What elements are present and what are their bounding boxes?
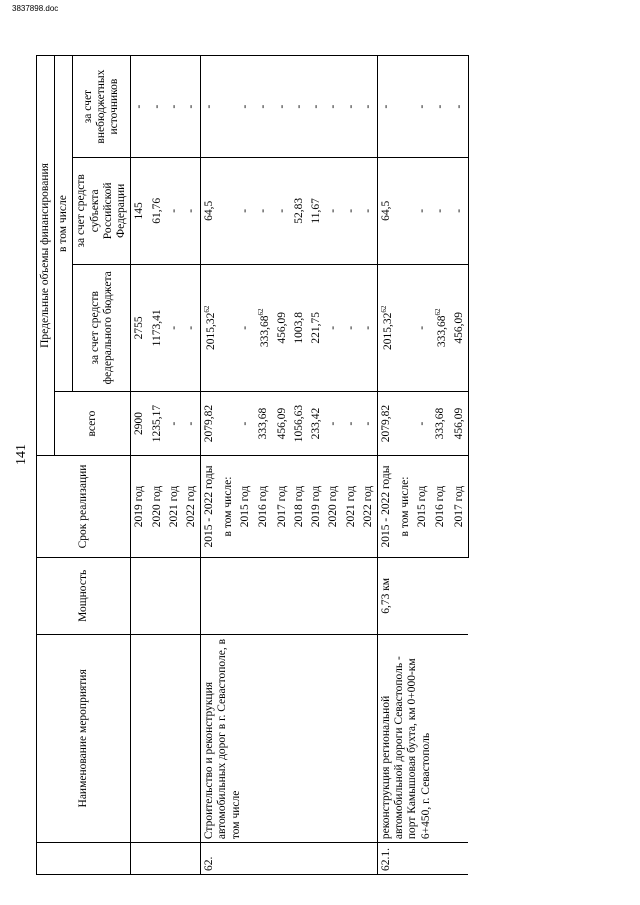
period-cell: 2020 год bbox=[325, 455, 342, 557]
period-cell: в том числе: bbox=[397, 455, 414, 557]
item-number: 62.1. bbox=[378, 843, 469, 875]
table-row bbox=[166, 56, 183, 875]
total-cell: - bbox=[237, 392, 254, 456]
period-cell: 2015 год bbox=[414, 455, 431, 557]
federal-value-cell: - bbox=[166, 264, 183, 392]
name-cell bbox=[131, 634, 149, 842]
federal-value-cell bbox=[360, 264, 378, 392]
federal-value-cell bbox=[343, 264, 360, 392]
extra-cell: - bbox=[360, 56, 378, 158]
item-number: 62. bbox=[201, 843, 378, 875]
header-cell-period: Срок реализации bbox=[37, 455, 131, 557]
total-cell: - bbox=[414, 392, 431, 456]
regional-cell: - bbox=[360, 158, 378, 264]
total-cell: - bbox=[325, 392, 342, 456]
regional-cell: - bbox=[237, 158, 254, 264]
extra-cell: - bbox=[149, 56, 166, 158]
federal-value: 2015,32 bbox=[205, 312, 218, 351]
capacity-cell bbox=[149, 558, 166, 635]
table-body bbox=[131, 56, 468, 875]
footnote-ref: 62 bbox=[433, 308, 442, 316]
item-capacity: 6,73 км bbox=[378, 558, 469, 635]
footnote-ref: 62 bbox=[256, 308, 265, 316]
period-cell: 2021 год bbox=[166, 455, 183, 557]
federal-value: - bbox=[239, 325, 252, 330]
federal-value-cell bbox=[308, 264, 325, 392]
table-row bbox=[201, 56, 221, 875]
page-number: 141 bbox=[14, 444, 29, 465]
federal-value: 1003,8 bbox=[292, 312, 305, 344]
regional-cell bbox=[220, 158, 237, 264]
extra-cell: - bbox=[325, 56, 342, 158]
num-cell bbox=[131, 843, 149, 875]
extra-cell: - bbox=[131, 56, 149, 158]
period-cell: 2017 год bbox=[451, 455, 469, 557]
regional-cell: 11,67 bbox=[308, 158, 325, 264]
federal-value: 2015,32 bbox=[381, 312, 394, 351]
extra-cell: - bbox=[255, 56, 274, 158]
extra-cell bbox=[220, 56, 237, 158]
name-cell bbox=[166, 634, 183, 842]
extra-cell: - bbox=[183, 56, 201, 158]
total-cell bbox=[220, 392, 237, 456]
federal-value: 333,68 bbox=[435, 315, 448, 348]
footnote-ref: 62 bbox=[203, 305, 212, 313]
extra-cell: - bbox=[414, 56, 431, 158]
total-cell: - bbox=[343, 392, 360, 456]
table-row bbox=[149, 56, 166, 875]
regional-cell: 64,5 bbox=[378, 158, 398, 264]
period-cell: 2022 год bbox=[183, 455, 201, 557]
header-cell-name: Наименование мероприятия bbox=[37, 634, 131, 842]
regional-cell: - bbox=[255, 158, 274, 264]
federal-value-cell bbox=[414, 264, 431, 392]
total-cell: 233,42 bbox=[308, 392, 325, 456]
federal-value-cell: 2755 bbox=[131, 264, 149, 392]
regional-cell: - bbox=[183, 158, 201, 264]
total-cell: 333,68 bbox=[255, 392, 274, 456]
total-cell: 456,09 bbox=[451, 392, 469, 456]
federal-value: 456,09 bbox=[275, 312, 288, 344]
item-capacity bbox=[201, 558, 378, 635]
total-cell: - bbox=[360, 392, 378, 456]
total-cell: 2079,82 bbox=[201, 392, 221, 456]
extra-cell: - bbox=[378, 56, 398, 158]
regional-cell: 64,5 bbox=[201, 158, 221, 264]
extra-cell: - bbox=[237, 56, 254, 158]
regional-cell: - bbox=[274, 158, 291, 264]
period-cell: 2016 год bbox=[432, 455, 451, 557]
total-cell: 333,68 bbox=[432, 392, 451, 456]
period-cell: 2019 год bbox=[308, 455, 325, 557]
federal-value: 456,09 bbox=[452, 312, 465, 344]
total-cell: 2900 bbox=[131, 392, 149, 456]
num-cell bbox=[149, 843, 166, 875]
federal-value-cell bbox=[378, 264, 398, 392]
extra-cell: - bbox=[201, 56, 221, 158]
federal-value: - bbox=[361, 325, 374, 330]
financing-table bbox=[36, 55, 469, 875]
regional-cell: - bbox=[325, 158, 342, 264]
regional-cell: - bbox=[343, 158, 360, 264]
item-name: Строительство и реконструкция автомобильных дорог в г. Севастополе, в том числе bbox=[201, 634, 378, 842]
federal-value: - bbox=[327, 325, 340, 330]
federal-value-cell bbox=[255, 264, 274, 392]
capacity-cell bbox=[131, 558, 149, 635]
header-cell-regional: за счет средств субъекта Российской Федерации bbox=[73, 158, 131, 264]
total-cell: 456,09 bbox=[274, 392, 291, 456]
total-cell: - bbox=[183, 392, 201, 456]
regional-cell: 61,76 bbox=[149, 158, 166, 264]
federal-value-cell bbox=[451, 264, 469, 392]
period-cell: 2016 год bbox=[255, 455, 274, 557]
federal-value: - bbox=[416, 325, 429, 330]
period-cell: 2015 - 2022 годы bbox=[378, 455, 398, 557]
federal-value-cell: 1173,41 bbox=[149, 264, 166, 392]
table-row bbox=[378, 56, 398, 875]
period-cell: в том числе: bbox=[220, 455, 237, 557]
header-cell-including: в том числе bbox=[55, 56, 73, 392]
federal-value: 221,75 bbox=[310, 312, 323, 344]
header-cell-capacity: Мощность bbox=[37, 558, 131, 635]
header-cell-limits: Предельные объемы финансирования bbox=[37, 56, 55, 456]
federal-value-cell: - bbox=[183, 264, 201, 392]
header-cell-num bbox=[37, 843, 131, 875]
federal-value-cell bbox=[397, 264, 414, 392]
total-cell: 1235,17 bbox=[149, 392, 166, 456]
total-cell: - bbox=[166, 392, 183, 456]
federal-value-cell bbox=[291, 264, 308, 392]
period-cell: 2015 - 2022 годы bbox=[201, 455, 221, 557]
federal-value-cell bbox=[432, 264, 451, 392]
header-cell-total: всего bbox=[55, 392, 131, 456]
extra-cell bbox=[397, 56, 414, 158]
regional-cell: - bbox=[451, 158, 469, 264]
regional-cell: - bbox=[432, 158, 451, 264]
federal-value-cell bbox=[237, 264, 254, 392]
federal-value-cell bbox=[325, 264, 342, 392]
extra-cell: - bbox=[451, 56, 469, 158]
extra-cell: - bbox=[308, 56, 325, 158]
federal-value: 333,68 bbox=[258, 315, 271, 348]
num-cell bbox=[183, 843, 201, 875]
regional-cell: 52,83 bbox=[291, 158, 308, 264]
total-cell: 1056,63 bbox=[291, 392, 308, 456]
extra-cell: - bbox=[432, 56, 451, 158]
regional-cell bbox=[397, 158, 414, 264]
federal-value-cell bbox=[220, 264, 237, 392]
name-cell bbox=[149, 634, 166, 842]
period-cell: 2021 год bbox=[343, 455, 360, 557]
federal-value-cell bbox=[274, 264, 291, 392]
capacity-cell bbox=[166, 558, 183, 635]
period-cell: 2015 год bbox=[237, 455, 254, 557]
extra-cell: - bbox=[274, 56, 291, 158]
regional-cell: 145 bbox=[131, 158, 149, 264]
regional-cell: - bbox=[414, 158, 431, 264]
num-cell bbox=[166, 843, 183, 875]
header-cell-federal: за счет средств федерального бюджета bbox=[73, 264, 131, 392]
table-row bbox=[183, 56, 201, 875]
period-cell: 2020 год bbox=[149, 455, 166, 557]
footnote-ref: 62 bbox=[380, 305, 389, 313]
federal-value: - bbox=[344, 325, 357, 330]
regional-cell: - bbox=[166, 158, 183, 264]
total-cell bbox=[397, 392, 414, 456]
table-header bbox=[37, 56, 131, 875]
period-cell: 2022 год bbox=[360, 455, 378, 557]
header-cell-extra: за счет внебюджетных источников bbox=[73, 56, 131, 158]
period-cell: 2017 год bbox=[274, 455, 291, 557]
table-row bbox=[131, 56, 149, 875]
period-cell: 2019 год bbox=[131, 455, 149, 557]
total-cell: 2079,82 bbox=[378, 392, 398, 456]
extra-cell: - bbox=[343, 56, 360, 158]
name-cell bbox=[183, 634, 201, 842]
extra-cell: - bbox=[291, 56, 308, 158]
item-name: реконструкция региональной автомобильной дороги Севастополь - порт Камышовая бухта, км 0+000-км 6+450, г. Севастополь bbox=[378, 634, 469, 842]
period-cell: 2018 год bbox=[291, 455, 308, 557]
extra-cell: - bbox=[166, 56, 183, 158]
capacity-cell bbox=[183, 558, 201, 635]
federal-value-cell bbox=[201, 264, 221, 392]
doc-id: 3837898.doc bbox=[12, 4, 59, 13]
